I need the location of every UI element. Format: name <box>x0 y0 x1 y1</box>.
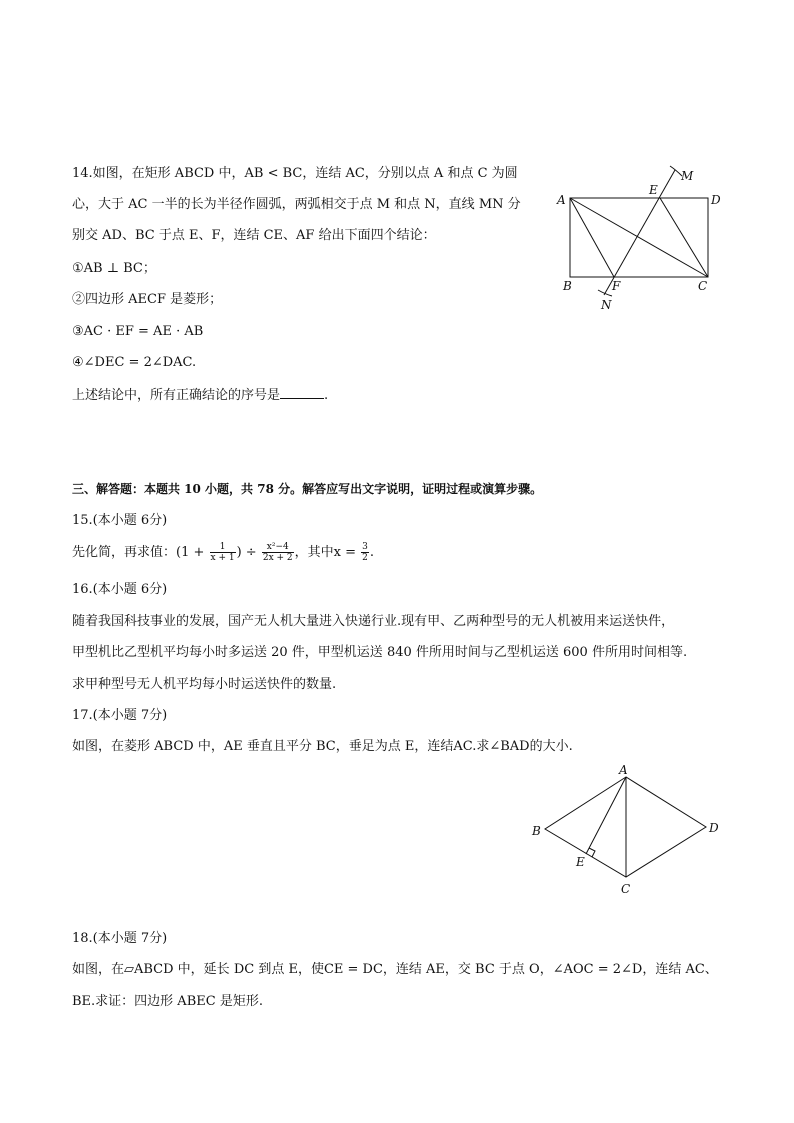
q17-heading: 17.(本小题 7分) <box>72 708 168 723</box>
q18-line-1: 如图，在▱ABCD 中，延长 DC 到点 E，使CE = DC，连结 AE，交 BC 于点 O，∠AOC = 2∠D，连结 AC、 <box>72 962 718 977</box>
q14-line-3: 别交 AD、BC 于点 E、F，连结 CE、AF 给出下面四个结论： <box>72 228 436 243</box>
q16-heading: 16.(本小题 6分) <box>72 582 168 597</box>
q14-label-D: D <box>711 193 721 207</box>
q14-conclusion-1: ①AB ⊥ BC； <box>72 261 156 276</box>
q15-heading: 15.(本小题 6分) <box>72 513 168 528</box>
section-3-heading: 三、解答题：本题共 10 小题，共 78 分。解答应写出文字说明，证明过程或演算步骤。 <box>72 482 543 496</box>
q16-line-1: 随着我国科技事业的发展，国产无人机大量进入快递行业.现有甲、乙两种型号的无人机被用来运送快件， <box>72 614 675 629</box>
q15-expression <box>72 540 374 566</box>
q14-rectangle-figure <box>550 162 740 314</box>
q15-fraction-2-denominator: 2x + 2 <box>262 553 293 563</box>
q15-fraction-1-denominator: x + 1 <box>210 553 235 563</box>
q16-line-3: 求甲种型号无人机平均每小时运送快件的数量. <box>72 677 337 692</box>
q18-line-2: BE.求证：四边形 ABEC 是矩形. <box>72 994 263 1009</box>
q15-text-mid2: ，其中x = <box>294 545 356 560</box>
q14-label-B: B <box>563 279 572 293</box>
q15-fraction-3-denominator: 2 <box>362 553 368 563</box>
q14-conclusion-2: ②四边形 AECF 是菱形； <box>72 292 223 307</box>
q17-line-1: 如图，在菱形 ABCD 中，AE 垂直且平分 BC，垂足为点 E，连结AC.求∠BAD的大小. <box>72 739 573 754</box>
q15-text-end: . <box>369 545 375 560</box>
q14-label-C: C <box>698 279 708 293</box>
q14-line-2: 心，大于 AC 一半的长为半径作圆弧，两弧相交于点 M 和点 N，直线 MN 分 <box>72 197 521 212</box>
q17-label-C: C <box>621 882 631 896</box>
q14-conclusion-4: ④∠DEC = 2∠DAC. <box>72 355 197 370</box>
q15-fraction-3-numerator: 3 <box>362 542 368 552</box>
q14-question-text: 上述结论中，所有正确结论的序号是 <box>72 388 281 403</box>
q14-question-end: . <box>324 388 329 403</box>
q17-label-B: B <box>532 824 541 838</box>
q17-rhombus-figure <box>525 760 730 900</box>
q15-fraction-2 <box>262 542 294 563</box>
q14-label-E: E <box>649 183 658 197</box>
q15-text-pre: 先化简，再求值：(1 + <box>72 545 205 560</box>
q15-fraction-2-numerator: x²−4 <box>266 542 289 552</box>
q14-label-A: A <box>557 193 566 207</box>
q17-label-E: E <box>576 855 585 869</box>
q14-line-1: 14.如图，在矩形 ABCD 中，AB < BC，连结 AC，分别以点 A 和点 C 为圆 <box>72 166 518 181</box>
q15-fraction-1 <box>210 542 236 563</box>
q14-question <box>72 384 328 406</box>
q17-label-A: A <box>619 763 628 777</box>
q17-label-D: D <box>709 821 719 835</box>
q14-label-N: N <box>601 298 612 312</box>
q18-heading: 18.(本小题 7分) <box>72 931 168 946</box>
q14-label-M: M <box>681 169 694 183</box>
q15-fraction-3 <box>361 542 369 563</box>
q16-line-2: 甲型机比乙型机平均每小时多运送 20 件，甲型机运送 840 件所用时间与乙型机运送 600 件所用时间相等. <box>72 645 688 660</box>
q14-conclusion-3: ③AC · EF = AE · AB <box>72 324 204 339</box>
answer-blank <box>280 384 324 399</box>
q15-fraction-1-numerator: 1 <box>219 542 226 552</box>
q15-text-mid: ) ÷ <box>236 545 257 560</box>
q14-label-F: F <box>612 279 621 293</box>
